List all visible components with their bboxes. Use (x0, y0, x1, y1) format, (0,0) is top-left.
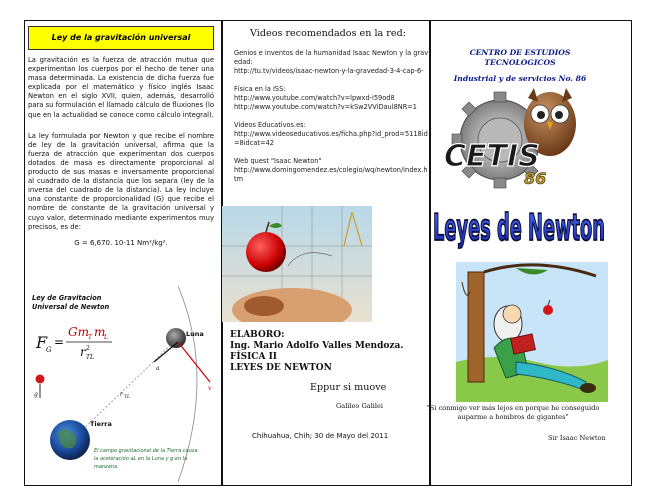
main-title: Leyes de Newton (433, 207, 605, 250)
video-link-title: Genios e inventos de la humanidad Isaac Newton y la gravedad: (234, 49, 429, 66)
date-line: Chihuahua, Chih; 30 de Mayo del 2011 (252, 432, 389, 440)
moon-velocity-label: v (208, 385, 212, 392)
video-link-group (234, 85, 430, 112)
diagram-title-1: Ley de Gravitacion (32, 294, 102, 302)
formula-equals: = (54, 335, 65, 349)
formula-mt: T (88, 334, 93, 341)
formula-ml: m (94, 325, 106, 339)
diagram-title-2: Universal de Newton (32, 303, 110, 311)
logo-text: CETIS (444, 139, 540, 174)
moon-acceleration-arrow (154, 342, 178, 362)
moon-acceleration-label: a (156, 365, 160, 372)
formula-r-sub: TL (86, 354, 94, 361)
formula-ml-sub: L (104, 334, 108, 341)
apple-icon (36, 375, 45, 384)
quote-author: Sir Isaac Newton (548, 434, 606, 442)
formula-f: F (36, 333, 48, 352)
newton-illustration (456, 262, 608, 402)
logo-number: 86 (524, 169, 547, 188)
gravitational-constant: G = 6,670. 10-11 Nm²/kg². (74, 238, 168, 247)
videos-heading: Videos recomendados en la red: (250, 28, 406, 39)
gravitation-banner: Ley de la gravitación universal (28, 26, 214, 50)
apple-illustration (222, 206, 372, 322)
video-link-group (234, 49, 430, 76)
video-link-group (234, 121, 430, 148)
cetis-logo (438, 84, 588, 194)
gravitation-paragraph-2: La ley formulada por Newton y que recibe el nombre de ley de la gravitación universal, afirma que la fuerza de atracción que experimentan dos cuerpos dotados de masa es directamente proporcional al producto de sus masas e inversamente proporcional al cuadrado de la distancia que los separa (ley de la inversa del cuadrado de la distancia). La ley incluye una constante de proporcionalidad (G) que recibe el nombre de constante de la gravitación universal y cuyo valor, determinado mediante experimentos muy precisos, es de: (28, 131, 214, 231)
credits-author: Ing. Mario Adolfo Valles Mendoza. (230, 341, 404, 351)
earth-label: Tierra (90, 420, 112, 428)
video-link-url[interactable]: http://www.youtube.com/watch?v=kSw2VViDaul8NR=1 (234, 103, 417, 111)
apple-acceleration-label: g (34, 391, 38, 398)
credits-topic: LEYES DE NEWTON (230, 363, 332, 373)
formula-square: 2 (86, 345, 90, 352)
motto: Eppur si muove (310, 382, 387, 393)
institution-subtitle: Industrial y de servicios No. 86 (453, 74, 587, 83)
credits-label: ELABORO: (230, 330, 285, 340)
diagram-caption: El campo gravitacional de la Tierra causa la aceleración aL en la Luna y g en la manzana. (94, 448, 198, 470)
video-link-title: Web quest "Isaac Newton" (234, 157, 322, 165)
newton-apple-icon (543, 305, 553, 315)
moon-velocity-arrow (178, 342, 210, 382)
video-link-url[interactable]: http://www.videoseducativos.es/ficha.php?id_prod=5118id=8idcat=42 (234, 130, 428, 147)
formula-numerator: Gm (68, 325, 89, 339)
falling-apple-icon (246, 232, 286, 272)
video-link-group (234, 157, 430, 184)
gravitation-formula (35, 325, 112, 361)
credits (230, 330, 410, 374)
video-link-title: Física en la ISS: (234, 85, 286, 93)
formula-f-sub: G (46, 346, 52, 354)
title-art (428, 194, 610, 256)
distance-label-sub: TL (124, 395, 130, 400)
moon-label: Luna (186, 330, 204, 338)
gravitation-paragraph-1: La gravitación es la fuerza de atracción mutua que experimentan los cuerpos por el hecho de tener una masa determinada. La existencia de dicha fuerza fue explicada por el matemático y físico inglés Isaac Newton en el siglo XVII, quien, además, desarrolló para su formulación el llamado cálculo de fluxiones (lo que en la actualidad se conoce como cálculo integral). (28, 56, 214, 119)
motto-author: Galileo Galilei (336, 402, 384, 410)
institution-name: CENTRO DE ESTUDIOS TECNOLOGICOS (469, 48, 571, 67)
column-title (434, 48, 606, 84)
video-link-url[interactable]: http://www.domingomendez.es/colegio/wq/newton/index.htm (234, 166, 428, 183)
video-link-url[interactable]: http://www.youtube.com/watch?v=lpwxd-i59od8 (234, 94, 395, 102)
tree-trunk-icon (468, 272, 484, 382)
video-link-title: Videos Educativos.es: (234, 121, 306, 129)
formula-denominator: r (80, 345, 86, 359)
credits-subject: FÍSICA II (230, 352, 278, 362)
distance-label: r (120, 391, 123, 398)
column-videos (234, 28, 430, 193)
newton-quote: "Si conmigo ver más lejos en porque he conseguido auparme a hombros de gigantes" (426, 404, 600, 421)
video-links (234, 49, 430, 184)
gravitation-diagram (28, 286, 216, 482)
column-gravitation (28, 26, 214, 247)
video-link-url[interactable]: http://tu.tv/videos/isaac-newton-y-la-gravedad-3-4-cap-6- (234, 67, 424, 75)
hair-icon (244, 296, 284, 316)
moon-icon (166, 328, 186, 348)
